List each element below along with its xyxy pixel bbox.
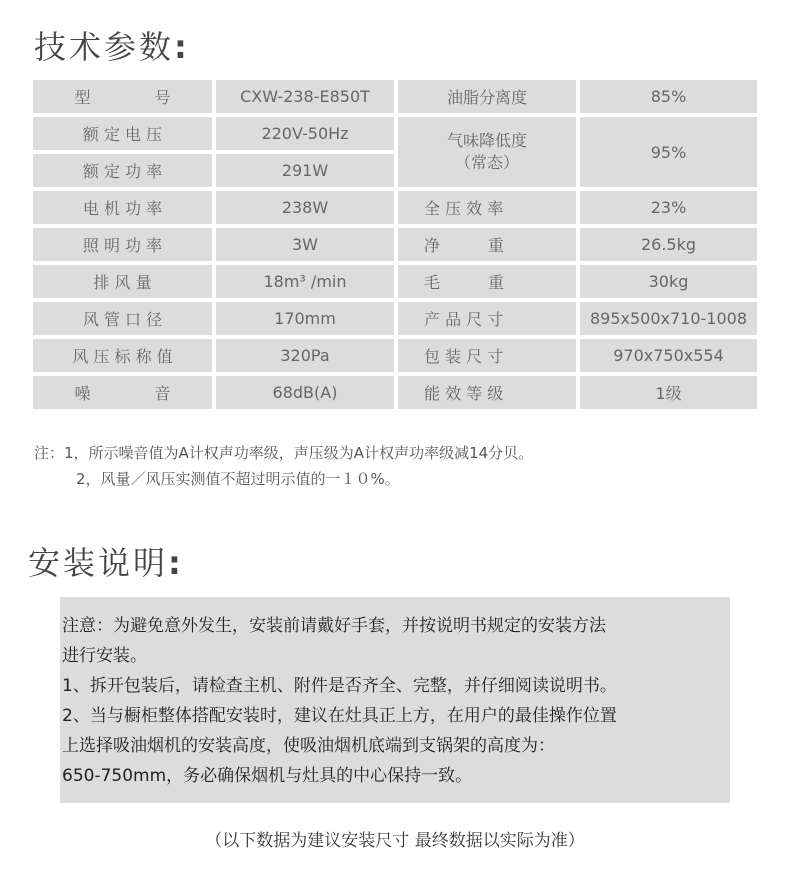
spec-value-motor-power: 238W — [216, 191, 394, 224]
spec-value-energy-grade: 1级 — [580, 376, 757, 409]
install-line: 1、拆开包装后，请检查主机、附件是否齐全、完整，并仔细阅读说明书。 — [62, 676, 617, 696]
spec-value-nominal-pressure: 320Pa — [216, 339, 394, 372]
spec-label-energy-grade: 能 效 等 级 — [398, 376, 576, 409]
spec-label-airflow: 排 风 量 — [33, 265, 212, 298]
section-title-install — [28, 538, 184, 584]
spec-label-product-size: 产 品 尺 寸 — [398, 302, 576, 335]
spec-label-odor-reduction-sub: （常态） — [454, 153, 519, 172]
spec-value-rated-power: 291W — [216, 154, 394, 187]
spec-value-grease-separation: 85% — [580, 80, 757, 113]
install-line: 注意：为避免意外发生，安装前请戴好手套，并按说明书规定的安装方法 — [62, 616, 606, 636]
spec-table — [33, 80, 759, 413]
spec-label-nominal-pressure: 风 压 标 称 值 — [33, 339, 212, 372]
spec-label-noise: 噪 音 — [33, 376, 212, 409]
spec-label-duct-diameter: 风 管 口 径 — [33, 302, 212, 335]
spec-label-rated-voltage: 额 定 电 压 — [33, 117, 212, 150]
spec-label-odor-reduction — [398, 117, 576, 187]
spec-value-rated-voltage: 220V-50Hz — [216, 117, 394, 150]
spec-note-2: 2，风量／风压实测值不超过明示值的一１０%。 — [76, 470, 400, 488]
section-title-tech-text: 技术参数 — [34, 28, 175, 66]
install-line: 2、当与橱柜整体搭配安装时，建议在灶具正上方，在用户的最佳操作位置 — [62, 706, 617, 726]
spec-value-model: CXW-238-E850T — [216, 80, 394, 113]
spec-value-product-size: 895x500x710-1008 — [580, 302, 757, 335]
spec-value-pressure-efficiency: 23% — [580, 191, 757, 224]
spec-label-light-power: 照 明 功 率 — [33, 228, 212, 261]
section-title-colon: : — [168, 544, 184, 582]
spec-label-motor-power: 电 机 功 率 — [33, 191, 212, 224]
section-title-colon: : — [174, 28, 190, 66]
spec-label-pressure-efficiency: 全 压 效 率 — [398, 191, 576, 224]
install-line: 上选择吸油烟机的安装高度，使吸油烟机底端到支锅架的高度为： — [62, 736, 555, 756]
install-instructions — [60, 597, 730, 803]
spec-value-gross-weight: 30kg — [580, 265, 757, 298]
spec-value-net-weight: 26.5kg — [580, 228, 757, 261]
spec-value-airflow: 18m³ /min — [216, 265, 394, 298]
spec-label-odor-reduction-main: 气味降低度 — [446, 131, 527, 150]
spec-label-rated-power: 额 定 功 率 — [33, 154, 212, 187]
spec-label-net-weight: 净 重 — [398, 228, 576, 261]
spec-value-odor-reduction: 95% — [580, 117, 757, 187]
spec-note-1: 注：1，所示噪音值为A计权声功率级，声压级为A计权声功率级减14分贝。 — [34, 444, 534, 462]
spec-label-package-size: 包 装 尺 寸 — [398, 339, 576, 372]
install-line: 650-750mm，务必确保烟机与灶具的中心保持一致。 — [62, 766, 473, 786]
spec-notes — [34, 440, 533, 492]
spec-label-model: 型 号 — [33, 80, 212, 113]
spec-value-noise: 68dB(A) — [216, 376, 394, 409]
section-title-install-text: 安装说明 — [28, 544, 169, 582]
install-line: 进行安装。 — [62, 646, 147, 666]
section-title-tech — [34, 22, 190, 68]
spec-label-grease-separation: 油脂分离度 — [398, 80, 576, 113]
spec-value-package-size: 970x750x554 — [580, 339, 757, 372]
install-size-disclaimer: （以下数据为建议安装尺寸 最终数据以实际为准） — [205, 831, 585, 851]
spec-value-light-power: 3W — [216, 228, 394, 261]
spec-value-duct-diameter: 170mm — [216, 302, 394, 335]
spec-label-gross-weight: 毛 重 — [398, 265, 576, 298]
